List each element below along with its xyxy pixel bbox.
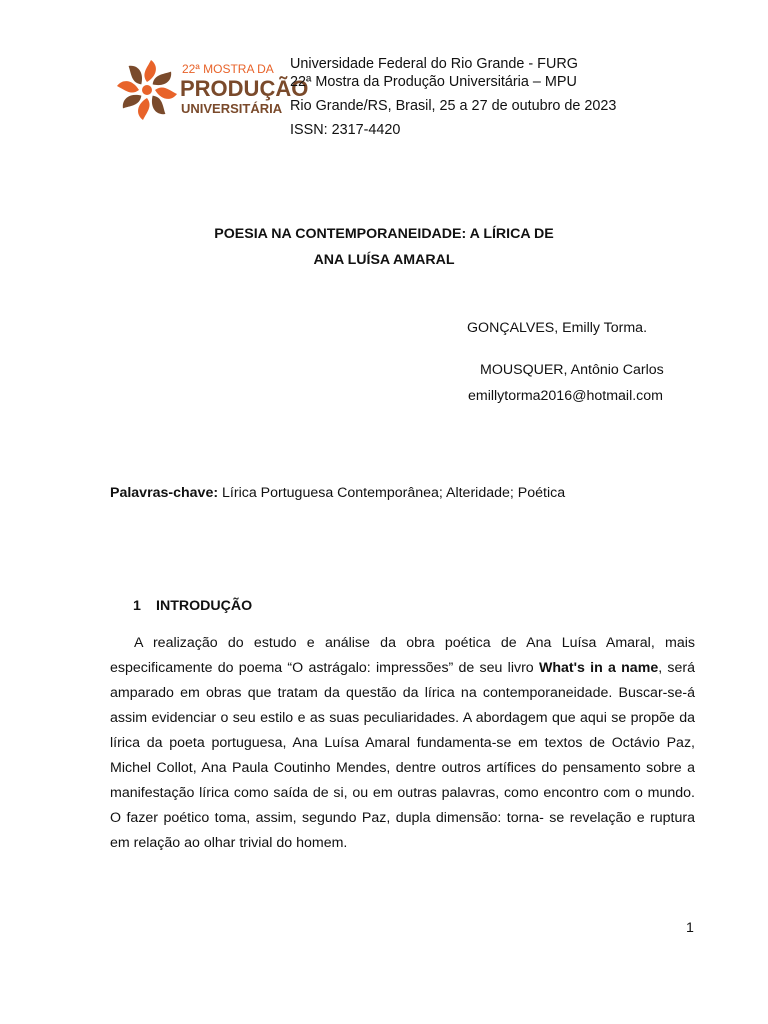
logo-petal <box>155 87 177 98</box>
introduction-paragraph <box>110 631 695 856</box>
keywords-value: Lírica Portuguesa Contemporânea; Alteridade; Poética <box>222 485 566 501</box>
issn: ISSN: 2317-4420 <box>290 122 401 138</box>
keywords <box>110 485 565 501</box>
paragraph-text-1: A realização do estudo e análise da obra poética de Ana Luísa Amaral, mais especificamente do poema “O astrágalo: impressões” de seu livro <box>110 635 695 676</box>
conference-header <box>290 55 616 139</box>
section-title: INTRODUÇÃO <box>156 598 253 614</box>
logo-line-3: UNIVERSITÁRIA <box>181 101 283 116</box>
logo-line-1: 22ª MOSTRA DA <box>182 62 274 76</box>
section-number: 1 <box>133 598 141 614</box>
paragraph-text-2: , será amparado em obras que tratam da questão da lírica na contemporaneidade. Buscar-se-á assim evidenciar o seu estilo e as suas peculiaridades. A abordagem que aqui se propõe da lírica da poeta portuguesa, Ana Luísa Amaral fundamenta-se em textos de Octávio Paz, Michel Collot, Ana Paula Coutinho Mendes, dentre outros artífices do pensamento sobre a manifestação lírica como saída de si, ou em outras palavras, como encontro com o mundo. O fazer poético toma, assim, segundo Paz, dupla dimensão: torna- se revelação e ruptura em relação ao olhar trivial do homem. <box>110 660 696 851</box>
flower-icon <box>117 60 177 120</box>
author-email: emillytorma2016@hotmail.com <box>468 388 663 404</box>
page-number: 1 <box>686 920 694 936</box>
author-1: GONÇALVES, Emilly Torma. <box>467 320 648 336</box>
book-title: What's in a name <box>538 660 659 676</box>
paper-title-line-1: POESIA NA CONTEMPORANEIDADE: A LÍRICA DE <box>214 226 554 242</box>
location-date: Rio Grande/RS, Brasil, 25 a 27 de outubro de 2023 <box>290 98 617 114</box>
paper-title-line-2: ANA LUÍSA AMARAL <box>313 252 455 268</box>
event-name: 22ª Mostra da Produção Universitária – MPU <box>290 74 577 90</box>
keywords-label: Palavras-chave: <box>110 485 219 501</box>
event-logo <box>116 55 309 125</box>
logo-line-2: PRODUÇÃO <box>180 76 309 101</box>
logo-petal <box>117 81 139 92</box>
logo-petal <box>144 60 155 82</box>
logo-petal <box>138 98 149 120</box>
section-heading <box>133 598 252 614</box>
university-name: Universidade Federal do Rio Grande - FURG <box>290 56 578 72</box>
author-2: MOUSQUER, Antônio Carlos <box>480 362 664 378</box>
